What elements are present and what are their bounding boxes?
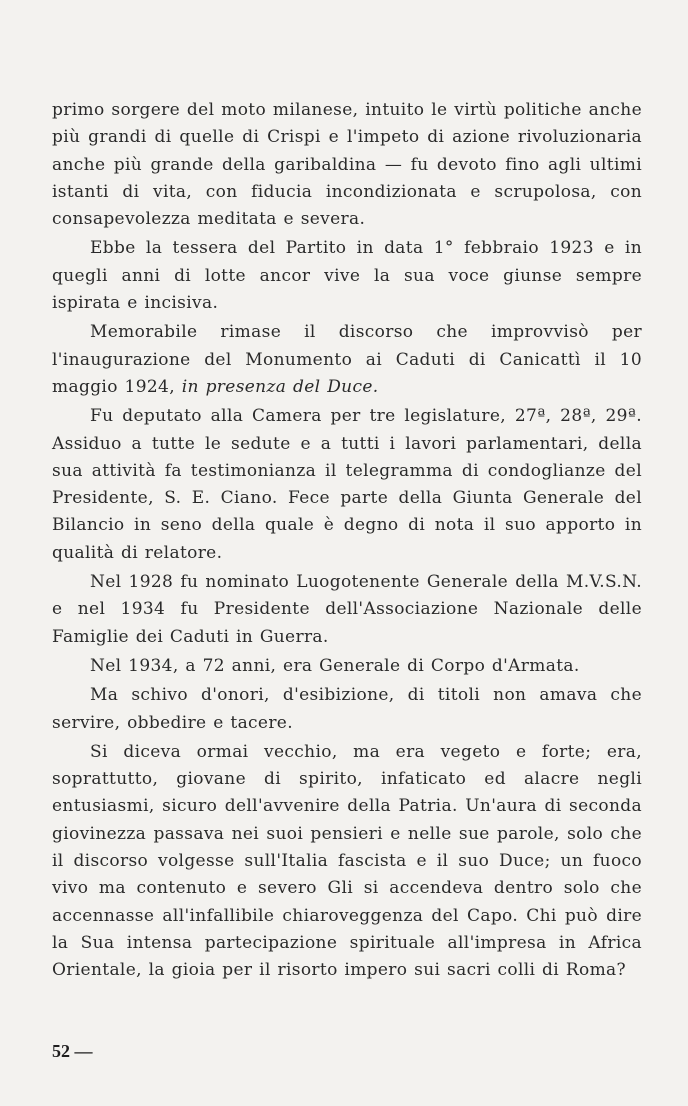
paragraph-deputato: Fu deputato alla Camera per tre legislature, 27ª, 28ª, 29ª. Assiduo a tutte le sedute e a tutti i lavori parlamentari, della sua attività fa testimonianza il telegramma di condoglianze del Presidente, S. E. Ciano. Fece parte della Giunta Generale del Bilancio in seno della quale è degno di nota il suo apporto in qualità di relatore. [52,406,642,563]
paragraph-discorso-text: Memorabile rimase il discorso che improvvisò per l'inaugurazione del Monumento ai Caduti di Canicattì il 10 maggio 1924, [52,322,642,397]
paragraph-luogotenente: Nel 1928 fu nominato Luogotenente Generale della M.V.S.N. e nel 1934 fu Presidente dell'Associazione Nazionale delle Famiglie dei Caduti in Guerra. [52,572,642,647]
paragraph-discorso-italic: in presenza del Duce. [181,376,379,397]
paragraph-continuation: primo sorgere del moto milanese, intuito le virtù politiche anche più grandi di quelle di Crispi e l'impeto di azione rivoluzionaria anche più grande della garibaldina — fu devoto fino agli ultimi istanti di vita, con fiducia incondizionata e scrupolosa, con consapevolezza meditata e severa. [52,100,642,230]
paragraph-generale: Nel 1934, a 72 anni, era Generale di Corpo d'Armata. [90,655,580,676]
body-text [52,97,642,987]
paragraph-vecchio: Si diceva ormai vecchio, ma era vegeto e forte; era, soprattutto, giovane di spirito, infaticato ed alacre negli entusiasmi, sicuro dell'avvenire della Patria. Un'aura di seconda giovinezza passava nei suoi pensieri e nelle sue parole, solo che il discorso volgesse sull'Italia fascista e il suo Duce; un fuoco vivo ma contenuto e severo Gli si accendeva dentro solo che accennasse all'infallibile chiaroveggenza del Capo. Chi può dire la Sua intensa partecipazione spirituale all'impresa in Africa Orientale, la gioia per il risorto impero sui sacri colli di Roma? [52,741,642,981]
paragraph-discorso [52,319,642,401]
page-number: 52 — [52,1041,93,1061]
paragraph-schivo: Ma schivo d'onori, d'esibizione, di titoli non amava che servire, obbedire e tacere. [52,685,642,733]
paragraph-tessera: Ebbe la tessera del Partito in data 1° febbraio 1923 e in quegli anni di lotte ancor vive la sua voce giunse sempre ispirata e incisiva. [52,238,642,314]
